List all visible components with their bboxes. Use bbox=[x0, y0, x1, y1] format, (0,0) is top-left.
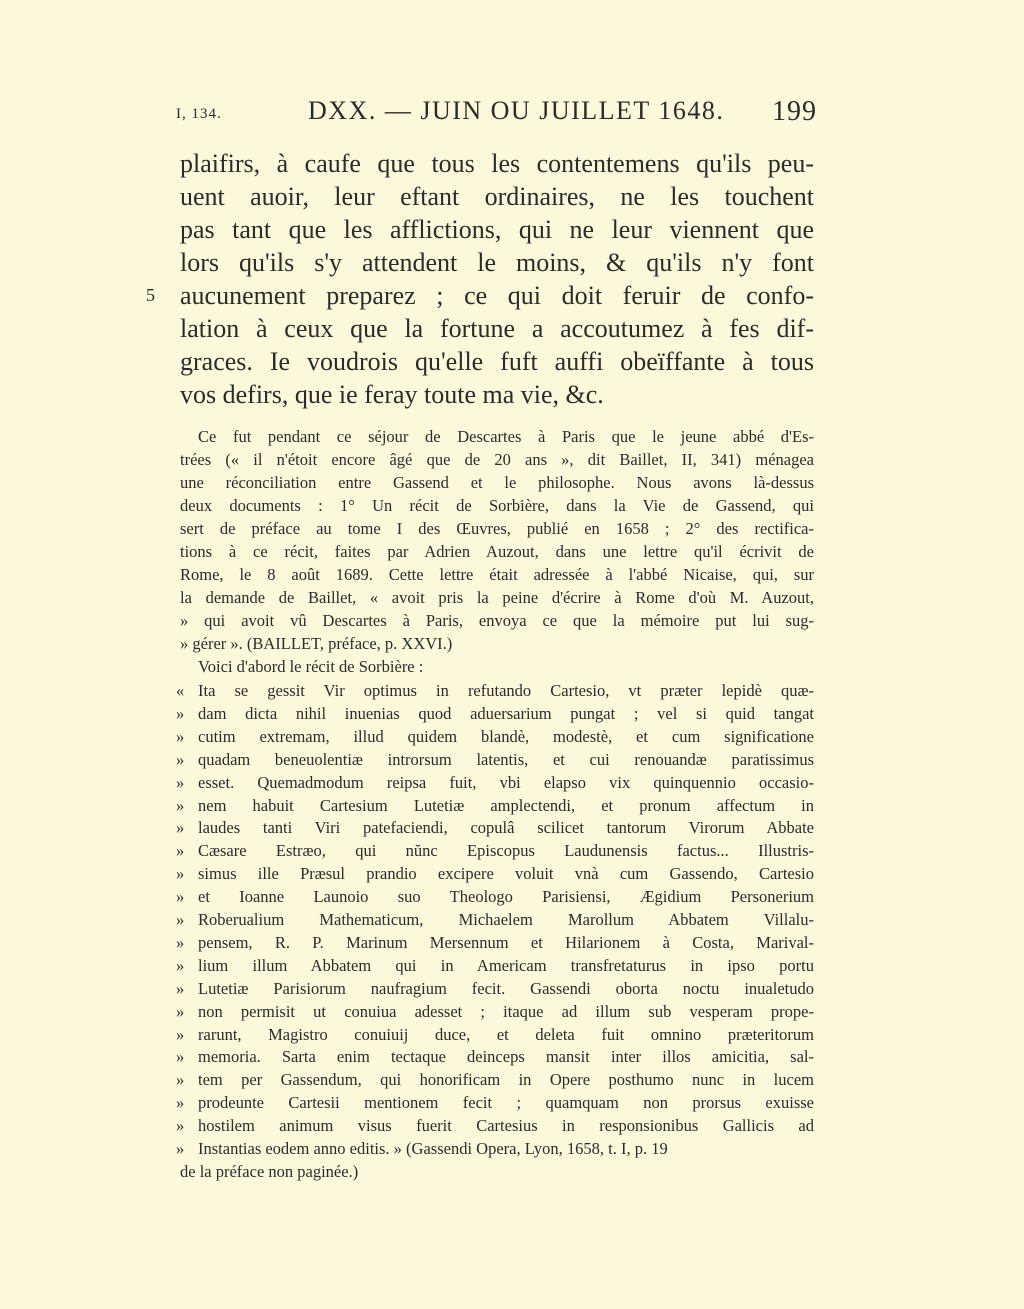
quote-text: cutim extremam, illud quidem blandè, modestè, et cum significatione bbox=[198, 726, 814, 746]
commentary-line: la demande de Baillet, « avoit pris la peine d'écrire à Rome d'où M. Auzout, bbox=[180, 588, 814, 607]
quote-text: quadam beneuolentiæ introrsum latentis, et cui renouandæ paratissimus bbox=[198, 749, 814, 769]
commentary-line: tions à ce récit, faites par Adrien Auzout, dans une lettre qu'il écrivit de bbox=[180, 542, 814, 561]
quote-marker: « bbox=[176, 681, 185, 700]
commentary-line: Rome, le 8 août 1689. Cette lettre était adressée à l'abbé Nicaise, qui, sur bbox=[180, 565, 814, 584]
quote-text: lium illum Abbatem qui in Americam transfretaturus in ipso portu bbox=[198, 955, 814, 975]
commentary-line: Ce fut pendant ce séjour de Descartes à Paris que le jeune abbé d'Es- bbox=[198, 427, 814, 446]
quote-line bbox=[176, 703, 814, 726]
quote-marker: » bbox=[176, 864, 185, 884]
commentary-line: une réconciliation entre Gassend et le philosophe. Nous avons là-dessus bbox=[180, 473, 814, 492]
quote-marker: » bbox=[176, 1139, 185, 1158]
quote-text: memoria. Sarta enim tectaque deinceps mansit inter illos amicitia, sal- bbox=[198, 1047, 814, 1067]
quote-text: prodeunte Cartesii mentionem fecit ; quamquam non prorsus exuisse bbox=[198, 1093, 814, 1113]
quote-text: simus ille Præsul prandio excipere voluit vnà cum Gassendo, Cartesio bbox=[198, 864, 814, 884]
quote-marker: » bbox=[176, 978, 185, 998]
letter-line: uent auoir, leur eftant ordinaires, ne les touchent bbox=[180, 182, 814, 211]
quote-line bbox=[176, 726, 814, 749]
quote-line bbox=[176, 909, 814, 932]
quote-marker: » bbox=[176, 1070, 185, 1090]
quote-marker: » bbox=[176, 910, 185, 929]
letter-line: aucunement preparez ; ce qui doit feruir de confo- bbox=[180, 281, 814, 310]
letter-line: plaifirs, à caufe que tous les contentemens qu'ils peu- bbox=[180, 149, 814, 178]
quote-line bbox=[176, 840, 814, 863]
quote-line bbox=[176, 1001, 814, 1024]
letter-line: pas tant que les afflictions, qui ne leur viennent que bbox=[180, 215, 814, 244]
quote-line bbox=[176, 863, 814, 886]
quote-marker: » bbox=[176, 1047, 185, 1067]
quote-text: Lutetiæ Parisiorum naufragium fecit. Gassendi oborta noctu inualetudo bbox=[198, 978, 814, 998]
quote-line bbox=[176, 955, 814, 978]
quote-line bbox=[176, 1115, 814, 1138]
page-number: 199 bbox=[772, 96, 817, 127]
commentary-line: » qui avoit vû Descartes à Paris, envoya ce que la mémoire put lui sug- bbox=[180, 611, 814, 630]
quote-text: nem habuit Cartesium Lutetiæ amplectendi, et pronum affectum in bbox=[198, 795, 814, 815]
quote-line bbox=[176, 932, 814, 955]
quote-marker: » bbox=[176, 818, 185, 838]
quote-marker: » bbox=[176, 703, 185, 723]
quote-line bbox=[176, 795, 814, 818]
quote-text: esset. Quemadmodum reipsa fuit, vbi elapso vix quinquennio occasio- bbox=[198, 772, 814, 792]
quote-marker: » bbox=[176, 1093, 185, 1113]
quote-text: Instantias eodem anno editis. » (Gassendi Opera, Lyon, 1658, t. I, p. 19 bbox=[198, 1139, 668, 1158]
quote-text: hostilem animum visus fuerit Cartesius in responsionibus Gallicis ad bbox=[198, 1116, 814, 1136]
quote-text: dam dicta nihil inuenias quod aduersarium pungat ; vel si quid tangat bbox=[198, 703, 814, 723]
commentary-line: deux documents : 1° Un récit de Sorbière, dans la Vie de Gassend, qui bbox=[180, 496, 814, 515]
quote-line bbox=[176, 1069, 814, 1092]
quote-text: pensem, R. P. Marinum Mersennum et Hilarionem à Costa, Marival- bbox=[198, 932, 814, 952]
letter-line: vos defirs, que ie feray toute ma vie, &c. bbox=[180, 380, 604, 409]
running-head: DXX. — JUIN OU JUILLET 1648. bbox=[308, 96, 725, 125]
quote-marker: » bbox=[176, 841, 185, 861]
commentary-intro: Voici d'abord le récit de Sorbière : bbox=[198, 657, 424, 676]
quote-marker: » bbox=[176, 772, 185, 792]
quote-line bbox=[176, 1138, 814, 1161]
quote-marker: » bbox=[176, 749, 185, 769]
commentary-line: trées (« il n'étoit encore âgé que de 20 ans », dit Baillet, II, 341) ménagea bbox=[180, 450, 814, 469]
quote-line bbox=[176, 1092, 814, 1115]
quote-marker: » bbox=[176, 1116, 185, 1136]
quote-marker: » bbox=[176, 932, 185, 952]
letter-line: lation à ceux que la fortune a accoutumez à fes dif- bbox=[180, 314, 814, 343]
letter-line: lors qu'ils s'y attendent le moins, & qu'ils n'y font bbox=[180, 248, 814, 277]
quote-marker: » bbox=[176, 795, 185, 815]
commentary-line: sert de préface au tome I des Œuvres, publié en 1658 ; 2° des rectifica- bbox=[180, 519, 814, 538]
quote-line bbox=[176, 978, 814, 1001]
quote-line bbox=[176, 1024, 814, 1047]
quote-text: Cæsare Estræo, qui nŭnc Episcopus Laudunensis factus... Illustris- bbox=[198, 841, 814, 861]
volume-reference: I, 134. bbox=[176, 106, 222, 122]
quote-line bbox=[176, 1046, 814, 1069]
quote-marker: » bbox=[176, 955, 185, 975]
quote-text: Roberualium Mathematicum, Michaelem Marollum Abbatem Villalu- bbox=[198, 910, 814, 929]
quote-text: Ita se gessit Vir optimus in refutando Cartesio, vt præter lepidè quæ- bbox=[198, 681, 814, 700]
quote-text: rarunt, Magistro conuiuij duce, et deleta fuit omnino præteritorum bbox=[198, 1024, 814, 1044]
quote-line bbox=[176, 886, 814, 909]
quote-line bbox=[176, 749, 814, 772]
quote-text: non permisit ut conuiua adesset ; itaque ad illum sub vesperam prope- bbox=[198, 1001, 814, 1021]
line-number: 5 bbox=[146, 285, 155, 305]
quote-text: laudes tanti Viri patefaciendi, copulâ scilicet tantorum Virorum Abbate bbox=[198, 818, 814, 838]
quote-marker: » bbox=[176, 887, 185, 907]
quote-closing: de la préface non paginée.) bbox=[180, 1162, 359, 1181]
quote-marker: » bbox=[176, 1001, 185, 1021]
quote-text: tem per Gassendum, qui honorificam in Opere posthumo nunc in lucem bbox=[198, 1070, 814, 1090]
letter-line: graces. Ie voudrois qu'elle fuft auffi obeïffante à tous bbox=[180, 347, 814, 376]
quote-text: et Ioanne Launoio suo Theologo Parisiensi, Ægidium Personerium bbox=[198, 887, 814, 907]
quote-marker: » bbox=[176, 1024, 185, 1044]
quote-line bbox=[176, 817, 814, 840]
commentary-line: » gérer ». (BAILLET, préface, p. XXVI.) bbox=[180, 634, 453, 653]
quote-line bbox=[176, 772, 814, 795]
page-header bbox=[0, 96, 1024, 136]
quote-line bbox=[176, 680, 814, 703]
quote-marker: » bbox=[176, 726, 185, 746]
